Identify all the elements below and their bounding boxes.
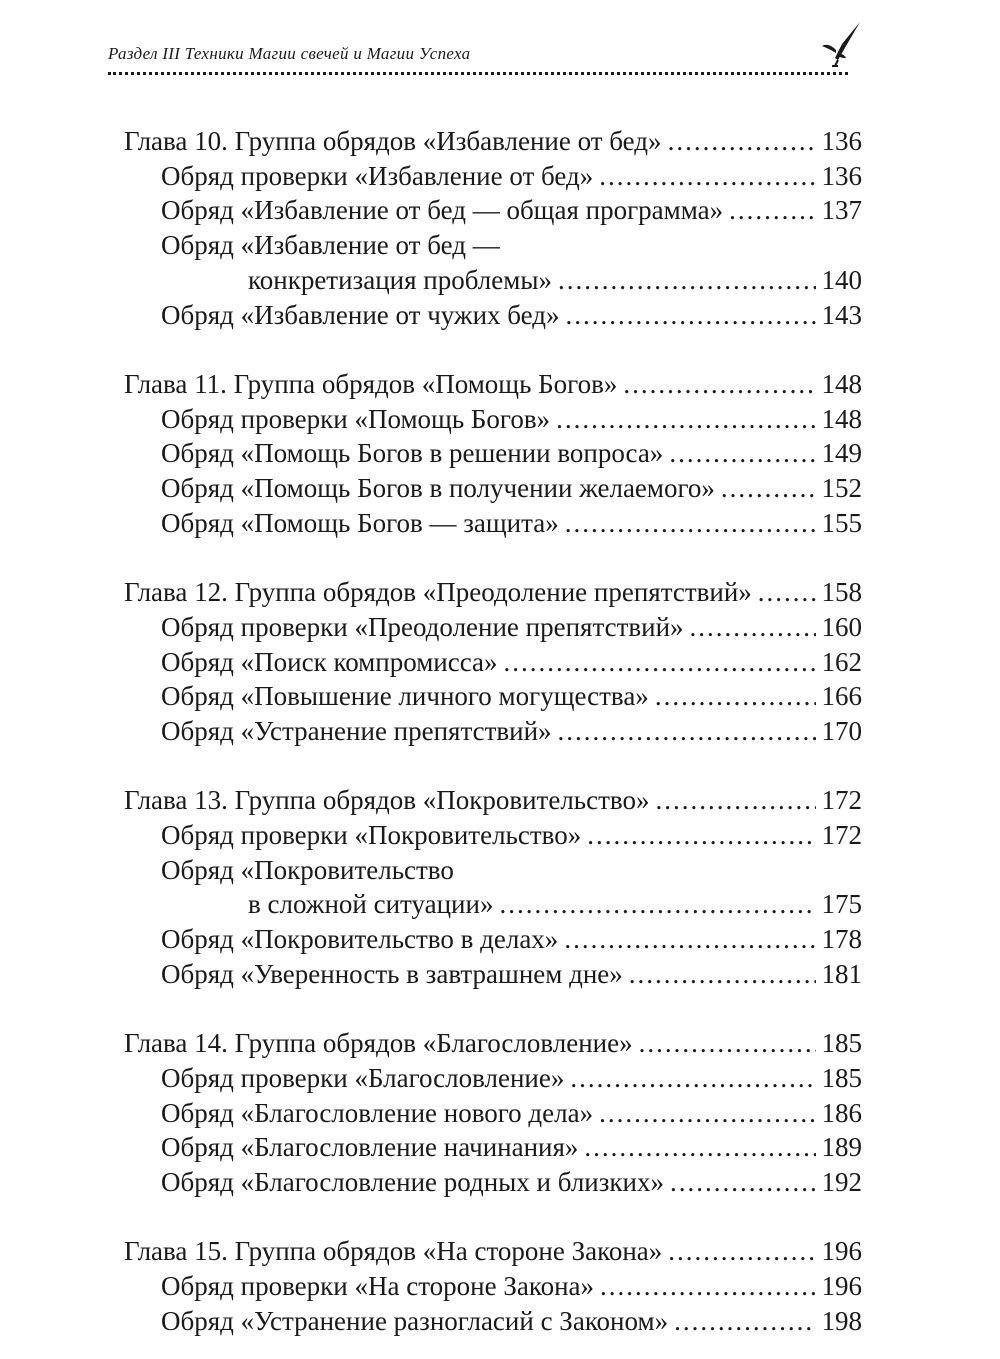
toc-entry-title: Обряд «Благословление начинания» [161, 1132, 579, 1163]
toc-entry-title: Обряд «Устранение разногласий с Законом» [161, 1305, 669, 1336]
chapter-entry[interactable] [124, 575, 862, 609]
dot-leader [558, 714, 816, 748]
toc-entry-page-number: 181 [821, 958, 862, 989]
dot-leader [668, 124, 816, 158]
chapter-entry-page-number: 185 [821, 1028, 862, 1059]
dot-leader [499, 887, 815, 921]
dot-leader [556, 402, 815, 436]
toc-entry-title: Обряд «Помощь Богов в получении желаемого» [161, 473, 715, 503]
toc-entry-continuation[interactable] [248, 263, 862, 297]
toc-entry-page-number: 196 [821, 1271, 862, 1302]
toc-entry[interactable] [161, 853, 862, 887]
toc-entry-page-number: 186 [821, 1097, 862, 1128]
dot-leader [629, 957, 816, 991]
toc-entry-page-number: 185 [821, 1062, 862, 1093]
toc-entry-title: Обряд «Избавление от бед — общая программа» [161, 195, 724, 226]
toc-entry-page-number: 192 [821, 1167, 862, 1197]
toc-entry-title: Обряд «Избавление от чужих бед» [161, 299, 560, 330]
dot-leader [504, 645, 816, 679]
toc-entry[interactable] [161, 193, 862, 227]
toc-entry[interactable] [161, 1165, 862, 1199]
dot-leader [623, 367, 815, 401]
toc-entry-page-number: 137 [821, 195, 862, 226]
toc-entry[interactable] [161, 1269, 862, 1303]
toc-entry[interactable] [161, 957, 862, 991]
toc-entry[interactable] [161, 679, 862, 713]
chapter-entry-title: Глава 15. Группа обрядов «На стороне Закона» [124, 1236, 663, 1267]
toc-entry-page-number: 149 [821, 438, 862, 469]
toc-entry-page-number: 170 [821, 715, 862, 746]
toc-entry-page-number: 189 [821, 1132, 862, 1163]
toc-entry[interactable] [161, 506, 862, 540]
chapter-entry-page-number: 148 [821, 368, 862, 399]
dot-leader [758, 575, 816, 609]
toc-entry-page-number: 198 [821, 1305, 862, 1336]
toc-entry-title: Обряд проверки «На стороне Закона» [161, 1271, 595, 1302]
toc-entry[interactable] [161, 1304, 862, 1338]
dot-leader [564, 922, 815, 956]
dot-leader [674, 1304, 815, 1338]
dot-leader [668, 1234, 815, 1268]
toc-entry-page-number: 148 [821, 403, 862, 434]
toc-entry-page-number: 143 [821, 299, 862, 330]
toc-entry[interactable] [161, 402, 862, 436]
toc-entry-title: Обряд «Благословление нового дела» [161, 1097, 594, 1128]
dot-leader [566, 298, 816, 332]
toc-entry[interactable] [161, 714, 862, 748]
toc-entry-continuation-page-number: 140 [821, 264, 862, 295]
dot-leader [670, 1165, 816, 1199]
toc-entry-title: Обряд «Поиск компромисса» [161, 646, 498, 677]
toc-entry-title: Обряд «Покровительство [161, 854, 454, 885]
chapter-entry-page-number: 158 [821, 577, 862, 608]
dot-leader [558, 263, 816, 297]
toc-entry-page-number: 152 [821, 473, 862, 503]
toc-entry[interactable] [161, 1061, 862, 1095]
toc-entry-title: Обряд «Избавление от бед — [161, 230, 500, 261]
toc-entry[interactable] [161, 1096, 862, 1130]
dot-leader [690, 610, 816, 644]
toc-entry[interactable] [161, 436, 862, 470]
dot-leader [587, 818, 815, 852]
toc-entry-title: Обряд «Устранение препятствий» [161, 715, 552, 746]
toc-entry-continuation-title: конкретизация проблемы» [248, 264, 552, 295]
dot-leader [599, 1096, 815, 1130]
header-dotted-rule [108, 72, 848, 75]
toc-entry-title: Обряд проверки «Помощь Богов» [161, 403, 551, 434]
dot-leader [565, 506, 816, 540]
dot-leader [655, 679, 816, 713]
toc-entry-title: Обряд «Благословление родных и близких» [161, 1167, 664, 1197]
toc-entry-title: Обряд «Повышение личного могущества» [161, 681, 649, 712]
toc-entry-title: Обряд «Помощь Богов в решении вопроса» [161, 438, 664, 469]
dot-leader [599, 159, 815, 193]
toc-entry-page-number: 155 [821, 507, 862, 538]
toc-entry-page-number: 178 [821, 924, 862, 955]
dot-leader [639, 1026, 816, 1060]
toc-entry[interactable] [161, 610, 862, 644]
dot-leader [570, 1061, 815, 1095]
toc-entry-title: Обряд проверки «Благословление» [161, 1062, 565, 1093]
chapter-entry-title: Глава 13. Группа обрядов «Покровительство» [124, 785, 650, 816]
toc-entry-page-number: 160 [821, 611, 862, 642]
toc-entry[interactable] [161, 471, 862, 505]
toc-entry-title: Обряд «Уверенность в завтрашнем дне» [161, 958, 623, 989]
toc-entry-continuation[interactable] [248, 887, 862, 921]
toc-entry[interactable] [161, 159, 862, 193]
toc-entry-page-number: 162 [821, 646, 862, 677]
dot-leader [721, 471, 816, 505]
toc-entry[interactable] [161, 922, 862, 956]
chapter-entry-title: Глава 10. Группа обрядов «Избавление от бед» [124, 126, 662, 156]
toc-entry[interactable] [161, 645, 862, 679]
toc-entry-title: Обряд «Помощь Богов — защита» [161, 507, 559, 538]
toc-entry-page-number: 136 [821, 160, 862, 191]
dot-leader [655, 783, 815, 817]
dot-leader [729, 193, 815, 227]
chapter-entry[interactable] [124, 367, 862, 401]
chapter-entry-page-number: 172 [821, 785, 862, 816]
quill-pen-icon [820, 20, 864, 72]
toc-entry[interactable] [161, 228, 862, 262]
toc-entry-continuation-page-number: 175 [821, 889, 862, 920]
running-header-title: Раздел III Техники Магии свечей и Магии Успеха [108, 44, 471, 63]
chapter-entry-title: Глава 12. Группа обрядов «Преодоление препятствий» [124, 577, 752, 608]
chapter-entry-page-number: 196 [821, 1236, 862, 1267]
chapter-entry[interactable] [124, 1234, 862, 1268]
dot-leader [584, 1130, 815, 1164]
toc-entry-title: Обряд проверки «Избавление от бед» [161, 160, 594, 191]
toc-entry-page-number: 166 [821, 681, 862, 712]
chapter-entry-page-number: 136 [821, 126, 862, 156]
toc-entry[interactable] [161, 1130, 862, 1164]
chapter-entry[interactable] [124, 1026, 862, 1060]
running-header [108, 40, 868, 74]
dot-leader [600, 1269, 815, 1303]
toc-entry-title: Обряд проверки «Покровительство» [161, 820, 582, 850]
chapter-entry[interactable] [124, 124, 862, 158]
toc-entry[interactable] [161, 818, 862, 852]
dot-leader [669, 436, 815, 470]
toc-entry[interactable] [161, 298, 862, 332]
chapter-entry[interactable] [124, 783, 862, 817]
toc-entry-continuation-title: в сложной ситуации» [248, 889, 494, 920]
toc-entry-title: Обряд «Покровительство в делах» [161, 924, 559, 955]
toc-entry-title: Обряд проверки «Преодоление препятствий» [161, 611, 684, 642]
chapter-entry-title: Глава 14. Группа обрядов «Благословление» [124, 1028, 633, 1059]
toc-entry-page-number: 172 [821, 820, 862, 850]
chapter-entry-title: Глава 11. Группа обрядов «Помощь Богов» [124, 368, 618, 399]
